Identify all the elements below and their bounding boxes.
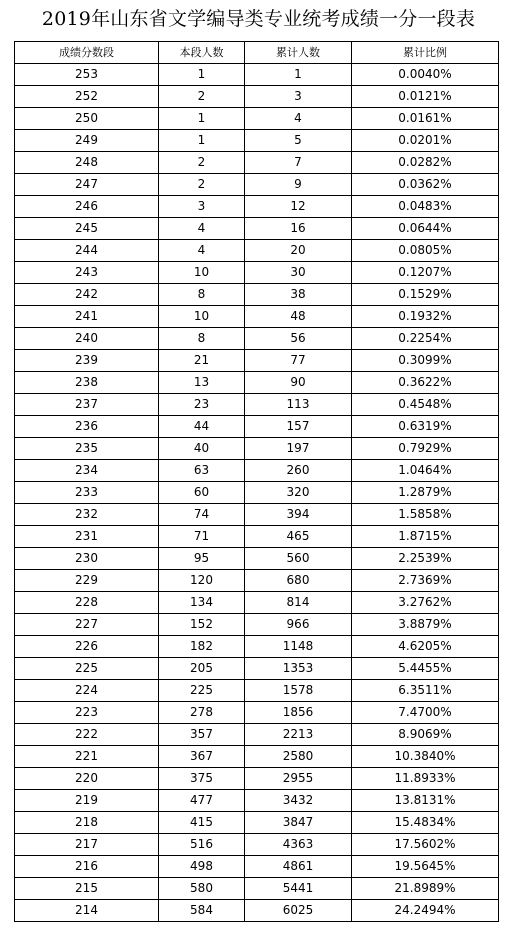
table-row bbox=[15, 702, 499, 724]
table-row bbox=[15, 394, 499, 416]
cell-segment-count: 4 bbox=[159, 218, 245, 240]
table-row bbox=[15, 152, 499, 174]
cell-segment-count: 10 bbox=[159, 306, 245, 328]
table-row bbox=[15, 284, 499, 306]
table-row bbox=[15, 350, 499, 372]
cell-cumulative-count: 1 bbox=[245, 64, 352, 86]
cell-segment-count: 40 bbox=[159, 438, 245, 460]
cell-score: 226 bbox=[15, 636, 159, 658]
cell-cumulative-count: 197 bbox=[245, 438, 352, 460]
score-distribution-table bbox=[14, 41, 499, 922]
cell-score: 239 bbox=[15, 350, 159, 372]
cell-cumulative-count: 1353 bbox=[245, 658, 352, 680]
cell-score: 234 bbox=[15, 460, 159, 482]
cell-segment-count: 120 bbox=[159, 570, 245, 592]
cell-cumulative-count: 157 bbox=[245, 416, 352, 438]
cell-segment-count: 152 bbox=[159, 614, 245, 636]
cell-segment-count: 2 bbox=[159, 174, 245, 196]
cell-cumulative-ratio: 0.2254% bbox=[352, 328, 499, 350]
cell-cumulative-count: 2580 bbox=[245, 746, 352, 768]
cell-cumulative-count: 260 bbox=[245, 460, 352, 482]
cell-segment-count: 415 bbox=[159, 812, 245, 834]
cell-cumulative-count: 7 bbox=[245, 152, 352, 174]
cell-cumulative-count: 16 bbox=[245, 218, 352, 240]
table-row bbox=[15, 636, 499, 658]
cell-score: 230 bbox=[15, 548, 159, 570]
cell-cumulative-count: 560 bbox=[245, 548, 352, 570]
cell-cumulative-ratio: 1.2879% bbox=[352, 482, 499, 504]
cell-score: 240 bbox=[15, 328, 159, 350]
cell-score: 214 bbox=[15, 900, 159, 922]
cell-segment-count: 3 bbox=[159, 196, 245, 218]
cell-score: 253 bbox=[15, 64, 159, 86]
table-row bbox=[15, 724, 499, 746]
cell-score: 252 bbox=[15, 86, 159, 108]
table-row bbox=[15, 658, 499, 680]
cell-cumulative-count: 966 bbox=[245, 614, 352, 636]
cell-cumulative-ratio: 13.8131% bbox=[352, 790, 499, 812]
cell-score: 250 bbox=[15, 108, 159, 130]
table-row bbox=[15, 570, 499, 592]
cell-score: 229 bbox=[15, 570, 159, 592]
cell-cumulative-ratio: 2.7369% bbox=[352, 570, 499, 592]
cell-segment-count: 63 bbox=[159, 460, 245, 482]
cell-score: 241 bbox=[15, 306, 159, 328]
table-row bbox=[15, 746, 499, 768]
table-row bbox=[15, 614, 499, 636]
cell-segment-count: 21 bbox=[159, 350, 245, 372]
cell-cumulative-ratio: 0.0161% bbox=[352, 108, 499, 130]
cell-cumulative-ratio: 0.0040% bbox=[352, 64, 499, 86]
cell-cumulative-ratio: 0.1932% bbox=[352, 306, 499, 328]
cell-cumulative-count: 394 bbox=[245, 504, 352, 526]
cell-segment-count: 44 bbox=[159, 416, 245, 438]
cell-cumulative-ratio: 5.4455% bbox=[352, 658, 499, 680]
cell-segment-count: 23 bbox=[159, 394, 245, 416]
cell-cumulative-ratio: 0.0805% bbox=[352, 240, 499, 262]
cell-cumulative-count: 1578 bbox=[245, 680, 352, 702]
cell-cumulative-count: 30 bbox=[245, 262, 352, 284]
cell-score: 233 bbox=[15, 482, 159, 504]
cell-segment-count: 357 bbox=[159, 724, 245, 746]
table-row bbox=[15, 856, 499, 878]
table-row bbox=[15, 438, 499, 460]
cell-cumulative-ratio: 1.0464% bbox=[352, 460, 499, 482]
cell-score: 216 bbox=[15, 856, 159, 878]
cell-score: 228 bbox=[15, 592, 159, 614]
cell-segment-count: 1 bbox=[159, 108, 245, 130]
cell-cumulative-ratio: 0.3622% bbox=[352, 372, 499, 394]
cell-segment-count: 498 bbox=[159, 856, 245, 878]
cell-segment-count: 584 bbox=[159, 900, 245, 922]
cell-score: 223 bbox=[15, 702, 159, 724]
table-row bbox=[15, 526, 499, 548]
cell-score: 248 bbox=[15, 152, 159, 174]
cell-score: 243 bbox=[15, 262, 159, 284]
cell-cumulative-count: 5 bbox=[245, 130, 352, 152]
cell-cumulative-ratio: 0.1529% bbox=[352, 284, 499, 306]
table-row bbox=[15, 218, 499, 240]
cell-cumulative-count: 2213 bbox=[245, 724, 352, 746]
cell-cumulative-ratio: 0.0121% bbox=[352, 86, 499, 108]
cell-score: 225 bbox=[15, 658, 159, 680]
cell-cumulative-count: 6025 bbox=[245, 900, 352, 922]
cell-cumulative-ratio: 6.3511% bbox=[352, 680, 499, 702]
table-row bbox=[15, 64, 499, 86]
cell-segment-count: 477 bbox=[159, 790, 245, 812]
cell-cumulative-ratio: 0.0201% bbox=[352, 130, 499, 152]
cell-cumulative-count: 3 bbox=[245, 86, 352, 108]
cell-score: 218 bbox=[15, 812, 159, 834]
cell-cumulative-ratio: 19.5645% bbox=[352, 856, 499, 878]
table-row bbox=[15, 174, 499, 196]
table-row bbox=[15, 108, 499, 130]
table-row bbox=[15, 812, 499, 834]
cell-cumulative-count: 320 bbox=[245, 482, 352, 504]
cell-cumulative-ratio: 0.0282% bbox=[352, 152, 499, 174]
cell-score: 227 bbox=[15, 614, 159, 636]
cell-segment-count: 10 bbox=[159, 262, 245, 284]
cell-score: 245 bbox=[15, 218, 159, 240]
cell-score: 247 bbox=[15, 174, 159, 196]
cell-score: 220 bbox=[15, 768, 159, 790]
cell-segment-count: 1 bbox=[159, 64, 245, 86]
page-title: 2019年山东省文学编导类专业统考成绩一分一段表 bbox=[41, 8, 476, 30]
cell-cumulative-ratio: 3.8879% bbox=[352, 614, 499, 636]
cell-segment-count: 516 bbox=[159, 834, 245, 856]
cell-score: 231 bbox=[15, 526, 159, 548]
cell-score: 246 bbox=[15, 196, 159, 218]
cell-score: 224 bbox=[15, 680, 159, 702]
cell-cumulative-ratio: 0.7929% bbox=[352, 438, 499, 460]
cell-cumulative-ratio: 4.6205% bbox=[352, 636, 499, 658]
cell-segment-count: 134 bbox=[159, 592, 245, 614]
cell-cumulative-ratio: 11.8933% bbox=[352, 768, 499, 790]
cell-cumulative-ratio: 0.0483% bbox=[352, 196, 499, 218]
table-row bbox=[15, 460, 499, 482]
cell-cumulative-ratio: 8.9069% bbox=[352, 724, 499, 746]
cell-cumulative-count: 5441 bbox=[245, 878, 352, 900]
cell-segment-count: 225 bbox=[159, 680, 245, 702]
cell-segment-count: 4 bbox=[159, 240, 245, 262]
table-header-row bbox=[15, 42, 499, 64]
cell-cumulative-ratio: 0.3099% bbox=[352, 350, 499, 372]
cell-segment-count: 74 bbox=[159, 504, 245, 526]
cell-segment-count: 8 bbox=[159, 328, 245, 350]
cell-cumulative-count: 4 bbox=[245, 108, 352, 130]
table-row bbox=[15, 86, 499, 108]
cell-cumulative-count: 12 bbox=[245, 196, 352, 218]
cell-score: 238 bbox=[15, 372, 159, 394]
cell-score: 235 bbox=[15, 438, 159, 460]
cell-cumulative-ratio: 7.4700% bbox=[352, 702, 499, 724]
cell-segment-count: 367 bbox=[159, 746, 245, 768]
cell-cumulative-ratio: 0.6319% bbox=[352, 416, 499, 438]
cell-cumulative-count: 38 bbox=[245, 284, 352, 306]
cell-score: 236 bbox=[15, 416, 159, 438]
cell-cumulative-count: 90 bbox=[245, 372, 352, 394]
table-row bbox=[15, 878, 499, 900]
table-row bbox=[15, 262, 499, 284]
cell-score: 219 bbox=[15, 790, 159, 812]
cell-segment-count: 205 bbox=[159, 658, 245, 680]
cell-score: 221 bbox=[15, 746, 159, 768]
table-row bbox=[15, 306, 499, 328]
cell-cumulative-ratio: 21.8989% bbox=[352, 878, 499, 900]
cell-cumulative-ratio: 24.2494% bbox=[352, 900, 499, 922]
cell-score: 249 bbox=[15, 130, 159, 152]
header-segment-count: 本段人数 bbox=[159, 42, 245, 64]
cell-cumulative-ratio: 0.0362% bbox=[352, 174, 499, 196]
table-row bbox=[15, 834, 499, 856]
table-row bbox=[15, 768, 499, 790]
cell-cumulative-ratio: 3.2762% bbox=[352, 592, 499, 614]
cell-segment-count: 580 bbox=[159, 878, 245, 900]
cell-cumulative-ratio: 1.8715% bbox=[352, 526, 499, 548]
cell-cumulative-ratio: 2.2539% bbox=[352, 548, 499, 570]
table-row bbox=[15, 548, 499, 570]
cell-segment-count: 375 bbox=[159, 768, 245, 790]
cell-score: 222 bbox=[15, 724, 159, 746]
cell-cumulative-count: 48 bbox=[245, 306, 352, 328]
table-row bbox=[15, 196, 499, 218]
header-cumulative-ratio: 累计比例 bbox=[352, 42, 499, 64]
table-row bbox=[15, 482, 499, 504]
cell-cumulative-count: 680 bbox=[245, 570, 352, 592]
cell-cumulative-ratio: 0.1207% bbox=[352, 262, 499, 284]
cell-cumulative-count: 3432 bbox=[245, 790, 352, 812]
cell-cumulative-ratio: 17.5602% bbox=[352, 834, 499, 856]
cell-segment-count: 1 bbox=[159, 130, 245, 152]
cell-segment-count: 71 bbox=[159, 526, 245, 548]
cell-cumulative-count: 4861 bbox=[245, 856, 352, 878]
cell-cumulative-count: 4363 bbox=[245, 834, 352, 856]
cell-cumulative-ratio: 0.0644% bbox=[352, 218, 499, 240]
header-score-range: 成绩分数段 bbox=[15, 42, 159, 64]
table-row bbox=[15, 416, 499, 438]
cell-cumulative-ratio: 10.3840% bbox=[352, 746, 499, 768]
cell-cumulative-ratio: 15.4834% bbox=[352, 812, 499, 834]
table-row bbox=[15, 240, 499, 262]
cell-cumulative-count: 1856 bbox=[245, 702, 352, 724]
cell-segment-count: 182 bbox=[159, 636, 245, 658]
cell-score: 242 bbox=[15, 284, 159, 306]
table-row bbox=[15, 328, 499, 350]
cell-cumulative-count: 9 bbox=[245, 174, 352, 196]
cell-cumulative-count: 56 bbox=[245, 328, 352, 350]
table-row bbox=[15, 504, 499, 526]
cell-segment-count: 95 bbox=[159, 548, 245, 570]
table-row bbox=[15, 592, 499, 614]
cell-cumulative-ratio: 1.5858% bbox=[352, 504, 499, 526]
cell-score: 244 bbox=[15, 240, 159, 262]
cell-score: 217 bbox=[15, 834, 159, 856]
cell-cumulative-count: 2955 bbox=[245, 768, 352, 790]
table-row bbox=[15, 680, 499, 702]
table-row bbox=[15, 372, 499, 394]
cell-cumulative-count: 113 bbox=[245, 394, 352, 416]
cell-cumulative-count: 814 bbox=[245, 592, 352, 614]
cell-cumulative-count: 3847 bbox=[245, 812, 352, 834]
header-cumulative-count: 累计人数 bbox=[245, 42, 352, 64]
cell-cumulative-ratio: 0.4548% bbox=[352, 394, 499, 416]
cell-segment-count: 278 bbox=[159, 702, 245, 724]
cell-segment-count: 60 bbox=[159, 482, 245, 504]
cell-score: 215 bbox=[15, 878, 159, 900]
cell-cumulative-count: 77 bbox=[245, 350, 352, 372]
table-row bbox=[15, 900, 499, 922]
cell-score: 237 bbox=[15, 394, 159, 416]
table-row bbox=[15, 130, 499, 152]
cell-cumulative-count: 20 bbox=[245, 240, 352, 262]
cell-segment-count: 8 bbox=[159, 284, 245, 306]
table-body bbox=[15, 64, 499, 922]
cell-cumulative-count: 1148 bbox=[245, 636, 352, 658]
cell-segment-count: 2 bbox=[159, 86, 245, 108]
cell-cumulative-count: 465 bbox=[245, 526, 352, 548]
cell-segment-count: 13 bbox=[159, 372, 245, 394]
cell-score: 232 bbox=[15, 504, 159, 526]
cell-segment-count: 2 bbox=[159, 152, 245, 174]
table-row bbox=[15, 790, 499, 812]
